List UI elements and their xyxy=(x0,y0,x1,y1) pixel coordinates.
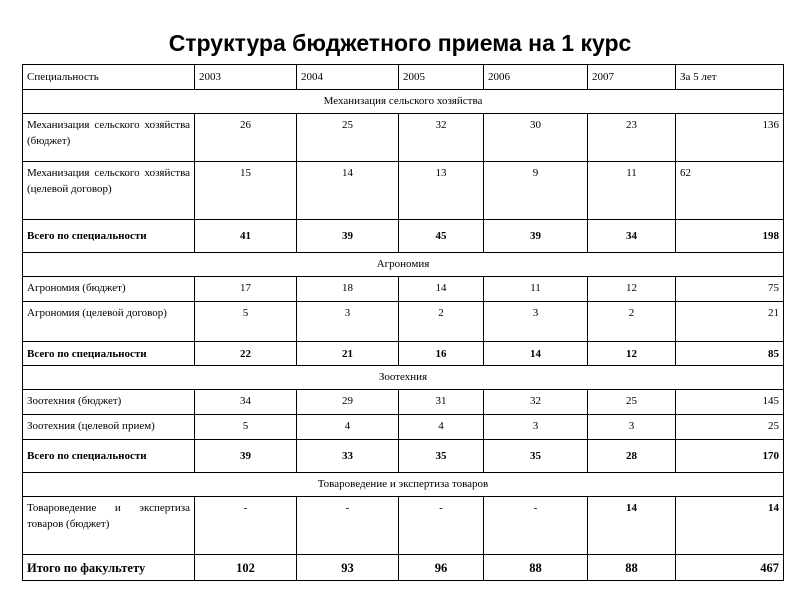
cell-value: 96 xyxy=(399,555,484,581)
table-row xyxy=(23,415,784,440)
cell-value: 88 xyxy=(588,555,676,581)
cell-value: 18 xyxy=(297,277,399,302)
cell-value: 5 xyxy=(195,415,297,440)
table-row xyxy=(23,162,784,220)
table-row xyxy=(23,302,784,342)
section-row xyxy=(23,366,784,390)
cell-value: 136 xyxy=(676,114,784,162)
budget-admission-table xyxy=(22,64,784,581)
cell-value: 102 xyxy=(195,555,297,581)
cell-value: - xyxy=(297,497,399,555)
section-title: Механизация сельского хозяйства xyxy=(23,90,784,114)
table-row xyxy=(23,114,784,162)
column-header: 2006 xyxy=(484,65,588,90)
cell-value: 30 xyxy=(484,114,588,162)
page-title: Структура бюджетного приема на 1 курс xyxy=(168,30,632,56)
section-row xyxy=(23,473,784,497)
cell-value: 45 xyxy=(399,220,484,253)
cell-value: 14 xyxy=(588,497,676,555)
column-header: 2004 xyxy=(297,65,399,90)
cell-value: 39 xyxy=(484,220,588,253)
cell-value: 22 xyxy=(195,342,297,366)
cell-value: 14 xyxy=(484,342,588,366)
cell-value: - xyxy=(399,497,484,555)
row-label: Всего по специальности xyxy=(23,440,195,473)
cell-value: 3 xyxy=(297,302,399,342)
cell-value: 93 xyxy=(297,555,399,581)
cell-value: 14 xyxy=(676,497,784,555)
cell-value: 32 xyxy=(399,114,484,162)
cell-value: 25 xyxy=(588,390,676,415)
total-row xyxy=(23,440,784,473)
cell-value: 5 xyxy=(195,302,297,342)
row-label: Механизация сельского хозяйства (целевой договор) xyxy=(23,162,195,220)
cell-value: 467 xyxy=(676,555,784,581)
cell-value: 85 xyxy=(676,342,784,366)
cell-value: 13 xyxy=(399,162,484,220)
column-header: Специальность xyxy=(23,65,195,90)
cell-value: 2 xyxy=(588,302,676,342)
cell-value: 29 xyxy=(297,390,399,415)
row-label: Товароведение и экспертиза товаров (бюджет) xyxy=(23,497,195,555)
row-label: Всего по специальности xyxy=(23,220,195,253)
cell-value: 12 xyxy=(588,277,676,302)
cell-value: 25 xyxy=(676,415,784,440)
cell-value: 34 xyxy=(195,390,297,415)
column-header: 2007 xyxy=(588,65,676,90)
cell-value: 34 xyxy=(588,220,676,253)
cell-value: 3 xyxy=(588,415,676,440)
cell-value: 41 xyxy=(195,220,297,253)
cell-value: 39 xyxy=(195,440,297,473)
row-label: Всего по специальности xyxy=(23,342,195,366)
cell-value: 35 xyxy=(484,440,588,473)
cell-value: 3 xyxy=(484,415,588,440)
cell-value: 4 xyxy=(399,415,484,440)
cell-value: 35 xyxy=(399,440,484,473)
cell-value: 170 xyxy=(676,440,784,473)
cell-value: 11 xyxy=(588,162,676,220)
table-row xyxy=(23,497,784,555)
cell-value: 17 xyxy=(195,277,297,302)
cell-value: 198 xyxy=(676,220,784,253)
cell-value: 26 xyxy=(195,114,297,162)
cell-value: 14 xyxy=(297,162,399,220)
cell-value: 39 xyxy=(297,220,399,253)
total-row xyxy=(23,342,784,366)
total-row xyxy=(23,220,784,253)
cell-value: 23 xyxy=(588,114,676,162)
cell-value: 28 xyxy=(588,440,676,473)
cell-value: 16 xyxy=(399,342,484,366)
cell-value: 14 xyxy=(399,277,484,302)
section-title: Зоотехния xyxy=(23,366,784,390)
table-row xyxy=(23,277,784,302)
row-label: Зоотехния (бюджет) xyxy=(23,390,195,415)
table-row xyxy=(23,390,784,415)
cell-value: 88 xyxy=(484,555,588,581)
row-label: Агрономия (целевой договор) xyxy=(23,302,195,342)
cell-value: - xyxy=(195,497,297,555)
cell-value: - xyxy=(484,497,588,555)
cell-value: 12 xyxy=(588,342,676,366)
cell-value: 25 xyxy=(297,114,399,162)
row-label: Итого по факультету xyxy=(23,555,195,581)
cell-value: 2 xyxy=(399,302,484,342)
cell-value: 32 xyxy=(484,390,588,415)
column-header: За 5 лет xyxy=(676,65,784,90)
cell-value: 21 xyxy=(676,302,784,342)
section-title: Товароведение и экспертиза товаров xyxy=(23,473,784,497)
column-header: 2003 xyxy=(195,65,297,90)
section-row xyxy=(23,253,784,277)
cell-value: 15 xyxy=(195,162,297,220)
row-label: Зоотехния (целевой прием) xyxy=(23,415,195,440)
cell-value: 4 xyxy=(297,415,399,440)
column-header: 2005 xyxy=(399,65,484,90)
row-label: Механизация сельского хозяйства (бюджет) xyxy=(23,114,195,162)
cell-value: 145 xyxy=(676,390,784,415)
cell-value: 62 xyxy=(676,162,784,220)
row-label: Агрономия (бюджет) xyxy=(23,277,195,302)
cell-value: 31 xyxy=(399,390,484,415)
section-row xyxy=(23,90,784,114)
cell-value: 33 xyxy=(297,440,399,473)
section-title: Агрономия xyxy=(23,253,784,277)
header-row xyxy=(23,65,784,90)
faculty-total-row xyxy=(23,555,784,581)
cell-value: 21 xyxy=(297,342,399,366)
cell-value: 9 xyxy=(484,162,588,220)
cell-value: 75 xyxy=(676,277,784,302)
cell-value: 3 xyxy=(484,302,588,342)
cell-value: 11 xyxy=(484,277,588,302)
